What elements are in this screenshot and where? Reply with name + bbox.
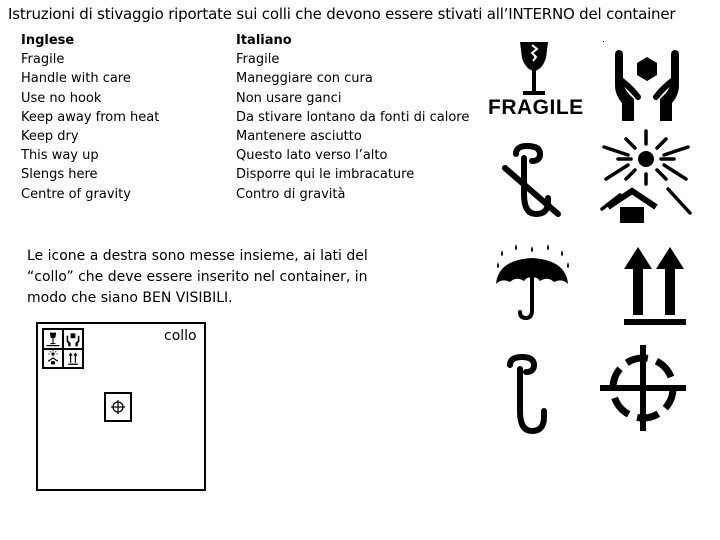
stray-dot — [603, 41, 604, 42]
sling-hook-icon — [504, 353, 550, 437]
italian-item: Non usare ganci — [236, 90, 342, 106]
italian-item: Contro di gravità — [236, 186, 346, 202]
mini-heat-icon — [43, 349, 63, 369]
fragile-glass-icon — [514, 40, 554, 100]
use-no-hook-icon — [502, 142, 562, 226]
this-way-up-arrows-icon — [620, 245, 690, 327]
italian-item: Fragile — [236, 52, 280, 68]
mini-centre-of-gravity-box — [104, 392, 132, 422]
english-column — [21, 31, 159, 204]
page-title: Istruzioni di stivaggio riportate sui colli che devono essere stivati all’INTERNO del container — [8, 5, 676, 23]
mini-fragile-icon — [43, 329, 63, 349]
english-item: Centre of gravity — [21, 186, 131, 202]
keep-dry-umbrella-icon — [492, 242, 574, 322]
italian-item: Maneggiare con cura — [236, 71, 373, 87]
collo-label: collo — [164, 328, 197, 344]
english-item: Handle with care — [21, 71, 131, 87]
english-item: Slengs here — [21, 167, 98, 183]
english-item: Fragile — [21, 52, 65, 68]
note-text: Le icone a destra sono messe insieme, ai lati del “collo” che deve essere inserito nel container, in modo che siano BEN VISIBILI. — [27, 248, 368, 306]
fragile-text: FRAGILE — [488, 96, 584, 119]
english-item: Keep away from heat — [21, 109, 160, 125]
italian-item: Mantenere asciutto — [236, 129, 362, 145]
handle-with-care-icon — [612, 45, 682, 123]
italian-item: Disporre qui le imbracature — [236, 167, 415, 183]
italian-item: Questo lato verso l’alto — [236, 148, 388, 164]
mini-icon-grid — [42, 328, 84, 369]
english-item: Use no hook — [21, 90, 102, 106]
keep-away-from-heat-icon — [598, 129, 693, 224]
mini-this-way-up-icon — [63, 349, 83, 369]
italian-column — [236, 31, 469, 204]
centre-of-gravity-icon — [597, 343, 689, 433]
english-header: Inglese — [21, 33, 75, 48]
italian-header: Italiano — [236, 33, 292, 48]
english-item: Keep dry — [21, 129, 79, 145]
collo-diagram — [36, 322, 206, 491]
mini-handle-with-care-icon — [63, 329, 83, 349]
mini-centre-of-gravity-icon — [110, 399, 126, 415]
english-item: This way up — [21, 148, 99, 164]
italian-item: Da stivare lontano da fonti di calore — [236, 109, 470, 125]
